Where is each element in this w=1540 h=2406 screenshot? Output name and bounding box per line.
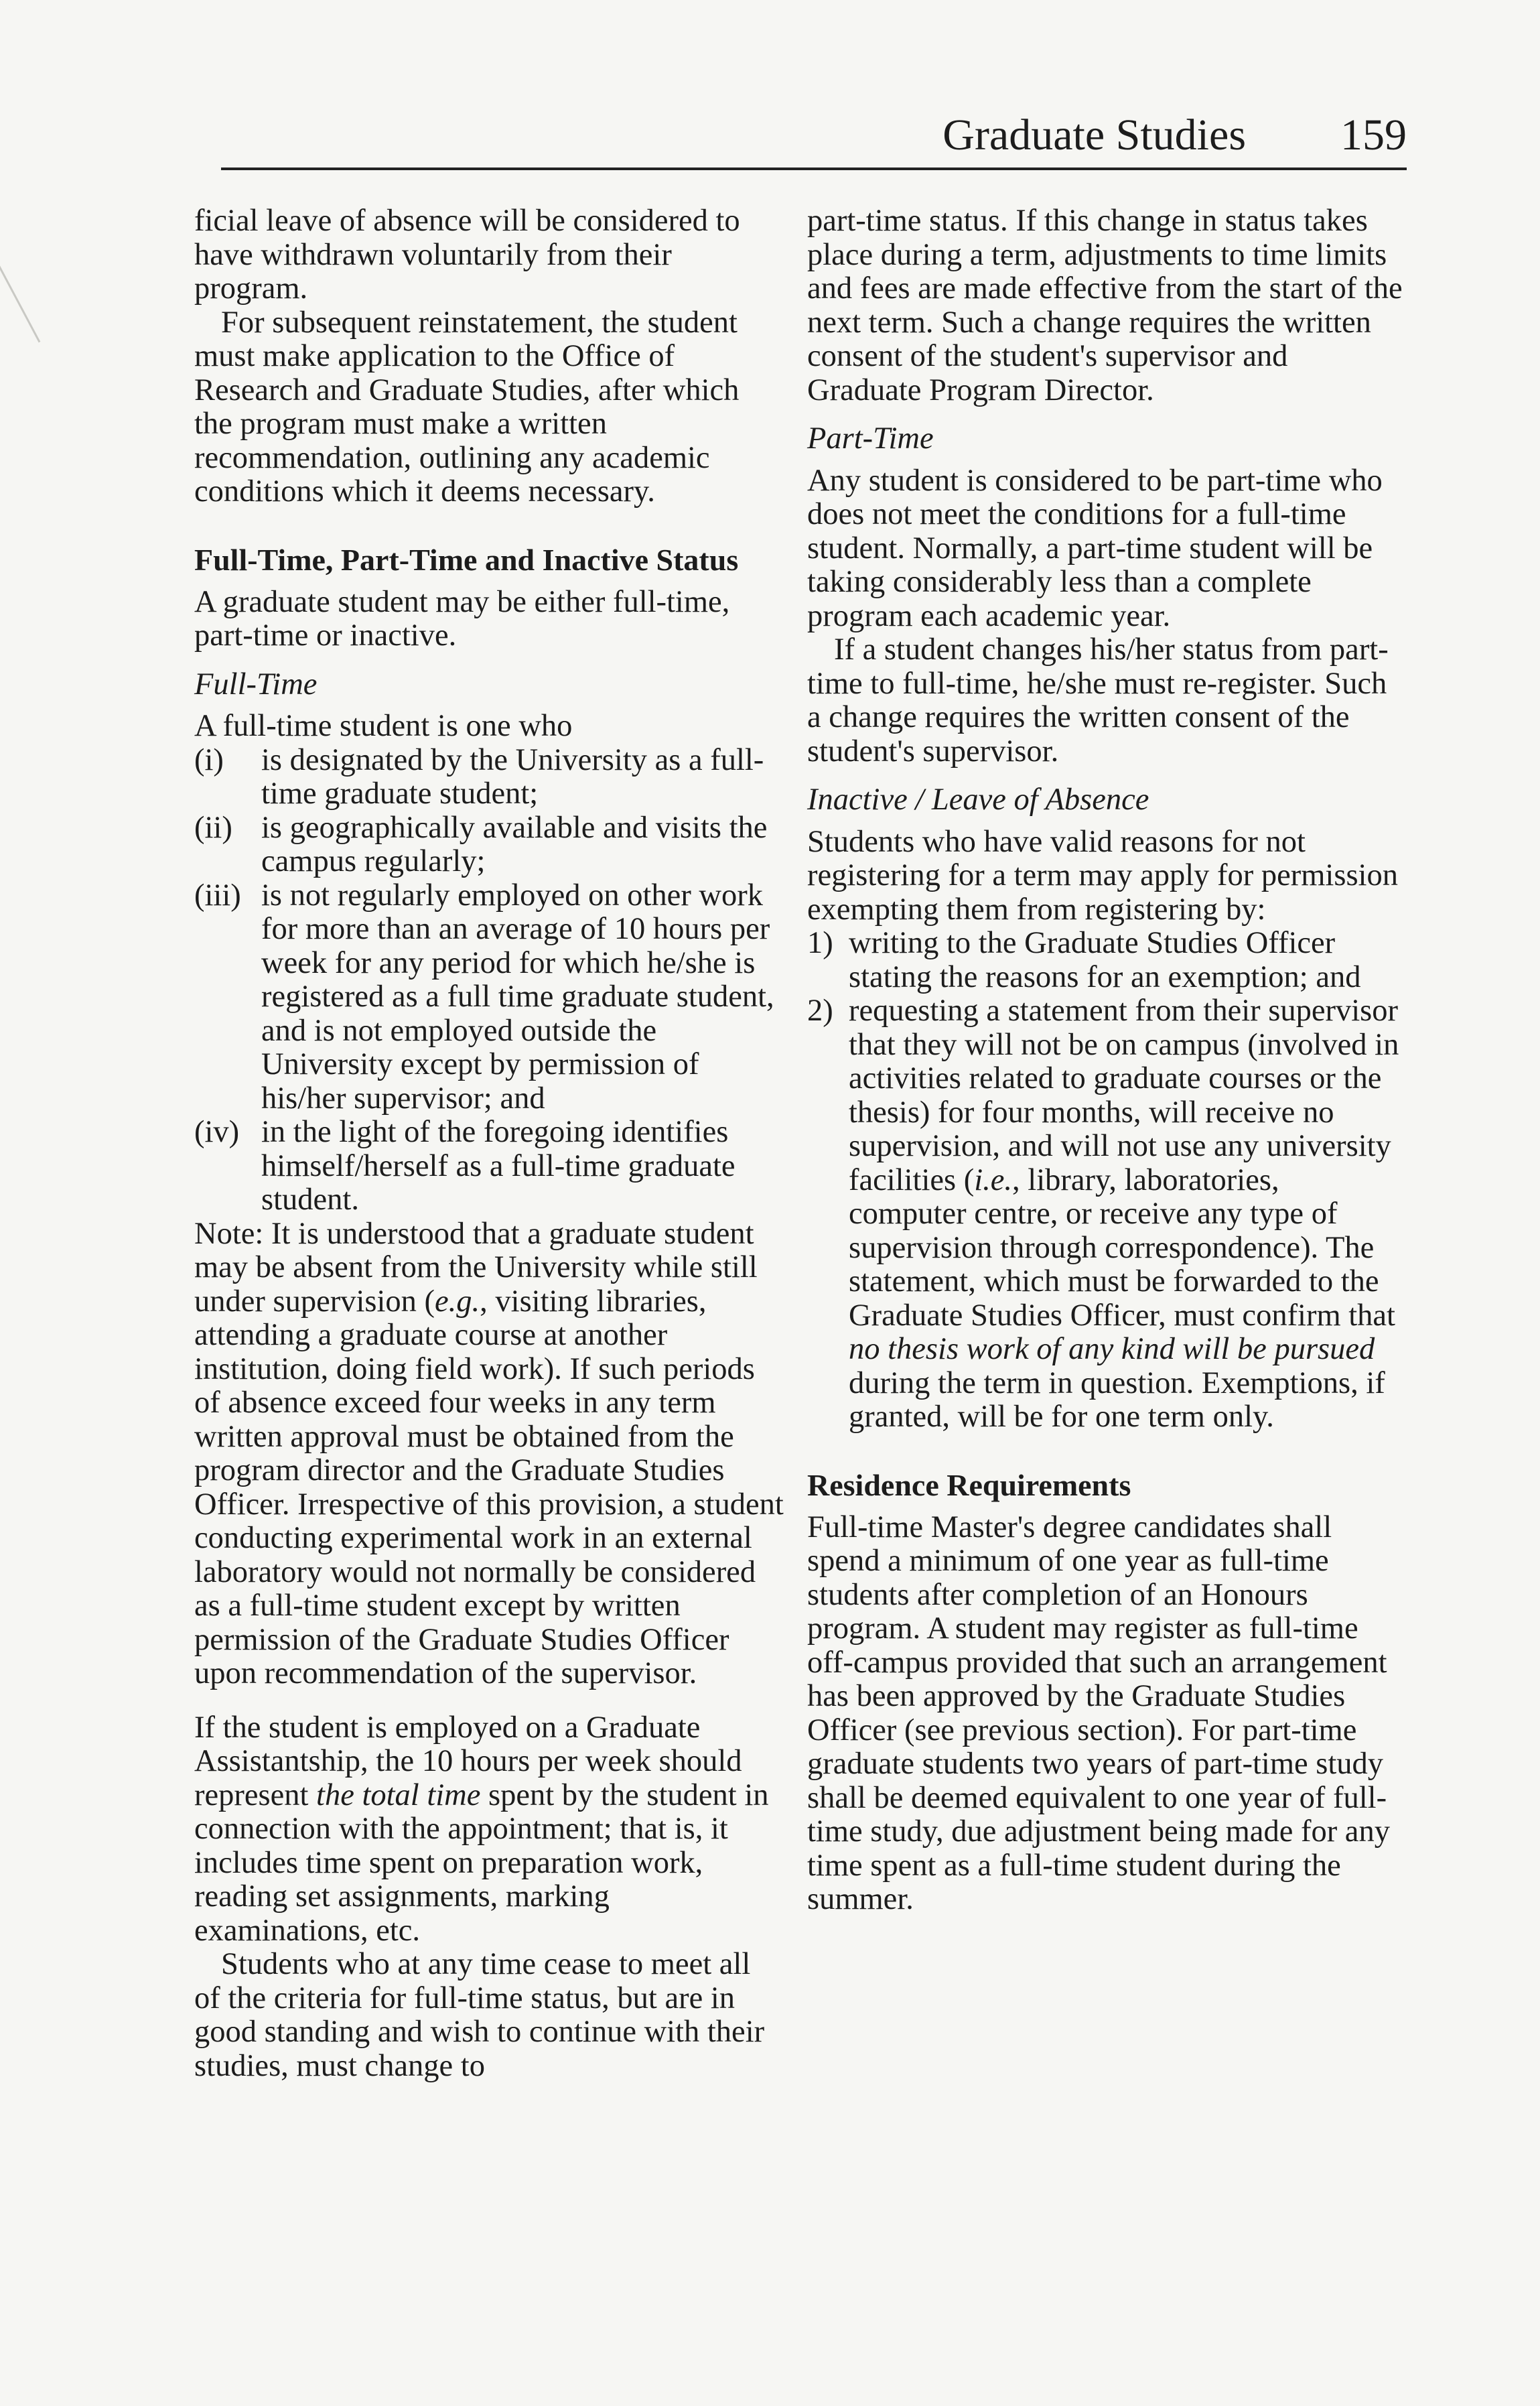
- list-text-a: requesting a statement from their supervisor that they will not be on campus (involved in activities related to graduate courses or the thesis) for four months, will receive no supervision, and will not use any university facilities (: [849, 994, 1399, 1197]
- paragraph-status: A graduate student may be either full-time, part-time or inactive.: [194, 584, 730, 653]
- list-text: is designated by the University as a full-time graduate student;: [261, 742, 764, 811]
- heading-residence: Residence Requirements: [807, 1467, 1131, 1502]
- list-marker: 2): [807, 994, 833, 1028]
- list-item: [194, 1116, 784, 1217]
- list-marker: (ii): [194, 810, 232, 845]
- paragraph-reinstatement: For subsequent reinstatement, the student must make application to the Office of Research and Graduate Studies, after which the program must make a written recommendation, outlining any academic conditions which it deems necessary.: [194, 305, 740, 509]
- list-text: writing to the Graduate Studies Officer stating the reasons for an exemption; and: [849, 926, 1361, 994]
- paragraph-continuation: part-time status. If this change in status takes place during a term, adjustments to time limits and fees are made effective from the start of the next term. Such a change requires the written consent of the student's supervisor and Graduate Program Director.: [807, 204, 1403, 407]
- list-item: [807, 994, 1403, 1434]
- left-column: [194, 204, 784, 2083]
- note-text-b: , visiting libraries, attending a graduate course at another institution, doing field work). If such periods of absence exceed four weeks in any term written approval must be obtained from the program director and the Graduate Studies Officer. Irrespective of this provision, a student conducting experimental work in an external laboratory would not normally be considered as a full-time student except by written permission of the Graduate Studies Officer upon recommendation of the supervisor.: [194, 1284, 784, 1690]
- paragraph-cease: Students who at any time cease to meet all of the criteria for full-time status, but are in good standing and wish to continue with their studies, must change to: [194, 1947, 765, 2083]
- list-text-b: , library, laboratories, computer centre, or receive any type of supervision through correspondence). The statement, which must be forwarded to the Graduate Studies Officer, must confirm that: [849, 1162, 1395, 1333]
- paragraph-note: [194, 1217, 784, 1691]
- list-item: [194, 811, 784, 879]
- list-marker: (iii): [194, 878, 241, 913]
- exemption-steps: [807, 927, 1403, 1434]
- header-rule: [221, 168, 1407, 170]
- note-text-a: Note: It is understood that a graduate student may be absent from the University while still under supervision (: [194, 1216, 758, 1319]
- assist-text-b: spent by the student in connection with the appointment; that is, it includes time spent on preparation work, reading set assignments, marking examinations, etc.: [194, 1778, 769, 1948]
- list-item: [807, 927, 1403, 994]
- paragraph-intro: ficial leave of absence will be considered to have withdrawn voluntarily from their program.: [194, 204, 740, 306]
- assist-text-a: If the student is employed on a Graduate Assistantship, the 10 hours per week should represent: [194, 1710, 742, 1812]
- subheading-inactive: Inactive / Leave of Absence: [807, 783, 1149, 817]
- paragraph-inactive: Students who have valid reasons for not registering for a term may apply for permission exempting them from registering by:: [807, 824, 1398, 927]
- scan-artifact: [0, 247, 40, 343]
- list-marker: (i): [194, 742, 224, 777]
- list-text-c: during the term in question. Exemptions, if granted, will be for one term only.: [849, 1365, 1385, 1434]
- note-eg: e.g.: [435, 1284, 480, 1319]
- list-item: [194, 744, 784, 811]
- subheading-full-time: Full-Time: [194, 667, 318, 701]
- list-marker: (iv): [194, 1115, 240, 1149]
- assist-emphasis: the total time: [316, 1778, 481, 1812]
- heading-status: Full-Time, Part-Time and Inactive Status: [194, 542, 739, 577]
- list-text: in the light of the foregoing identifies himself/herself as a full-time graduate student.: [261, 1115, 736, 1217]
- item-ie: i.e.: [974, 1162, 1013, 1197]
- paragraph-status-change: If a student changes his/her status from part-time to full-time, he/she must re-register. Such a change requires the written consent of the student's supervisor.: [807, 632, 1389, 768]
- right-column: [807, 204, 1403, 1917]
- running-header: [221, 101, 1407, 168]
- list-text: is geographically available and visits the campus regularly;: [261, 810, 768, 878]
- spacer: [194, 1691, 784, 1711]
- page-number: 159: [1340, 111, 1407, 159]
- item-emphasis: no thesis work of any kind will be pursued: [849, 1332, 1375, 1366]
- list-text: is not regularly employed on other work for more than an average of 10 hours per week for any period for which he/she is registered as a full time graduate student, and is not employed outside the University except by permission of his/her supervisor; and: [261, 878, 774, 1116]
- paragraph-residence: Full-time Master's degree candidates shall spend a minimum of one year as full-time students after completion of an Honours program. A student may register as full-time off-campus provided that such an arrangement has been approved by the Graduate Studies Officer (see previous section). For part-time graduate students two years of part-time study shall be deemed equivalent to one year of full-time study, due adjustment being made for any time spent as a full-time student during the summer.: [807, 1510, 1390, 1916]
- subheading-part-time: Part-Time: [807, 421, 934, 456]
- list-marker: 1): [807, 926, 833, 960]
- header-title: Graduate Studies: [942, 111, 1246, 159]
- paragraph-full-time-lead: A full-time student is one who: [194, 709, 573, 743]
- paragraph-part-time: Any student is considered to be part-time who does not meet the conditions for a full-time student. Normally, a part-time student will be taking considerably less than a complete program each academic year.: [807, 463, 1383, 633]
- list-item: [194, 879, 784, 1116]
- paragraph-assistantship: [194, 1711, 784, 1948]
- full-time-criteria: [194, 744, 784, 1217]
